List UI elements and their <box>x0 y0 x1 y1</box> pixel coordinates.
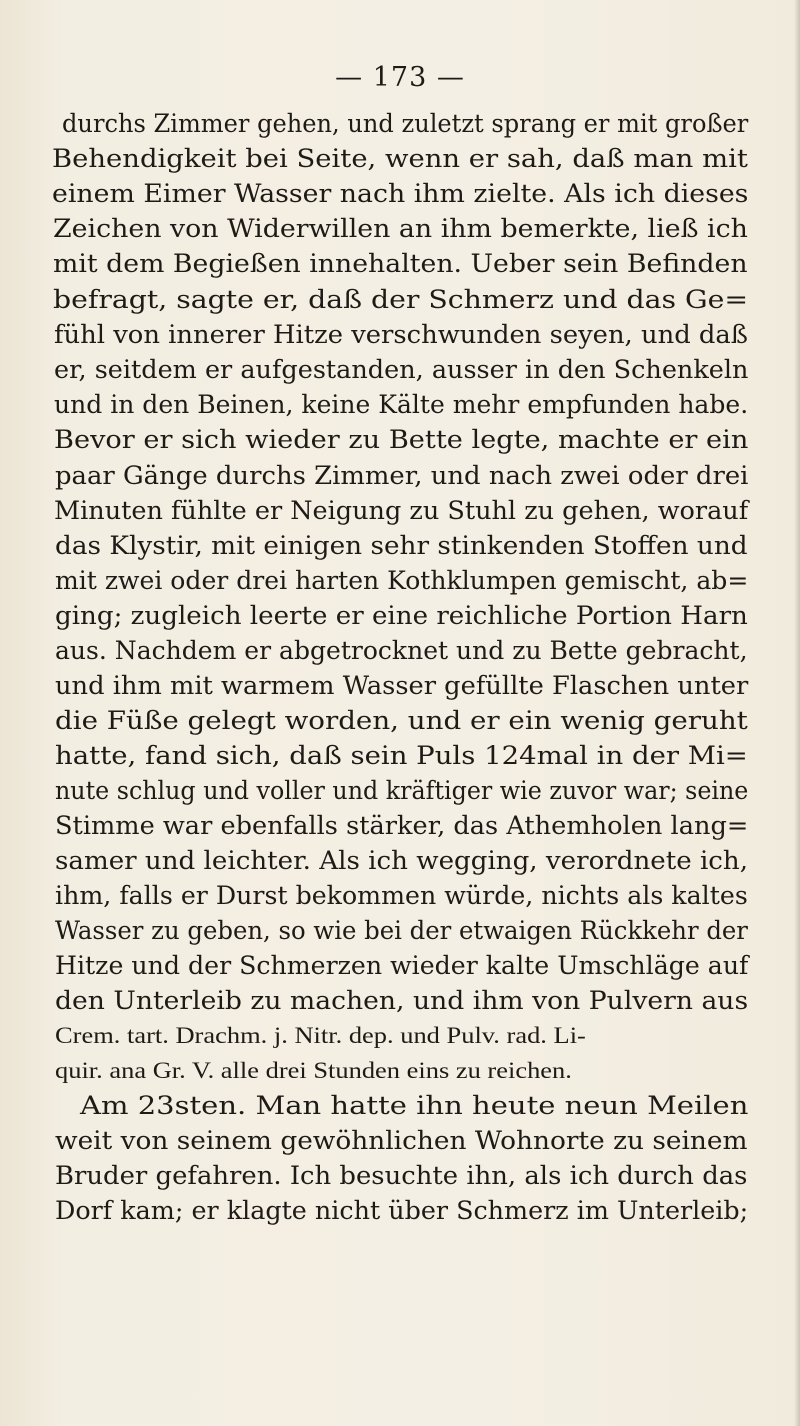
text-line: aus. Nachdem er abgetrocknet und zu Bette gebracht, <box>55 636 748 666</box>
text-line: Hitze und der Schmerzen wieder kalte Umschläge auf <box>55 951 749 981</box>
text-line: durchs Zimmer gehen, und zuletzt sprang er mit großer <box>62 109 749 139</box>
text-line: das Klystir, mit einigen sehr stinkenden Stoffen und <box>55 531 748 561</box>
text-line: Am 23sten. Man hatte ihn heute neun Meilen <box>80 1091 749 1121</box>
text-line: quir. ana Gr. V. alle drei Stunden eins zu reichen. <box>55 1058 572 1083</box>
text-line: hatte, fand sich, daß sein Puls 124mal in der Mi= <box>55 741 748 771</box>
text-line: den Unterleib zu machen, und ihm von Pulvern aus <box>55 986 749 1016</box>
text-line: einem Eimer Wasser nach ihm zielte. Als ich dieses <box>52 179 749 209</box>
text-line: nute schlug und voller und kräftiger wie zuvor war; seine <box>55 776 749 806</box>
text-line: weit von seinem gewöhnlichen Wohnorte zu seinem <box>55 1126 748 1156</box>
text-line: Wasser zu geben, so wie bei der etwaigen Rückkehr der <box>55 916 748 946</box>
text-line: fühl von innerer Hitze verschwunden seyen, und daß <box>54 320 749 350</box>
text-line: Zeichen von Widerwillen an ihm bemerkte, ließ ich <box>53 214 748 244</box>
text-line: Bevor er sich wieder zu Bette legte, machte er ein <box>54 425 749 455</box>
text-line: die Füße gelegt worden, und er ein wenig geruht <box>55 706 748 736</box>
text-line: mit zwei oder drei harten Kothklumpen gemischt, ab= <box>55 566 749 596</box>
text-line: ihm, falls er Durst bekommen würde, nichts als kaltes <box>55 881 748 911</box>
text-line: samer und leichter. Als ich wegging, verordnete ich, <box>55 846 749 876</box>
text-line: Stimme war ebenfalls stärker, das Athemholen lang= <box>55 811 749 841</box>
text-line: und ihm mit warmem Wasser gefüllte Flaschen unter <box>55 671 749 701</box>
text-line: Dorf kam; er klagte nicht über Schmerz im Unterleib; <box>55 1196 749 1226</box>
text-line: er, seitdem er aufgestanden, ausser in den Schenkeln <box>54 355 749 385</box>
text-line: und in den Beinen, keine Kälte mehr empfunden habe. <box>54 390 749 420</box>
text-line: Bruder gefahren. Ich besuchte ihn, als ich durch das <box>55 1161 748 1191</box>
text-line: Minuten fühlte er Neigung zu Stuhl zu gehen, worauf <box>54 496 749 526</box>
text-line: Crem. tart. Drachm. j. Nitr. dep. und Pulv. rad. Li- <box>55 1023 586 1048</box>
text-line: paar Gänge durchs Zimmer, und nach zwei oder drei <box>55 461 749 491</box>
text-line: ging; zugleich leerte er eine reichliche Portion Harn <box>55 601 748 631</box>
page-edge-shadow <box>794 0 800 1426</box>
text-line: Behendigkeit bei Seite, wenn er sah, daß man mit <box>52 144 748 174</box>
page-number-header: — 173 — <box>335 62 465 93</box>
text-line: befragt, sagte er, daß der Schmerz und das Ge= <box>53 285 749 315</box>
text-line: mit dem Begießen innehalten. Ueber sein Befinden <box>53 249 748 279</box>
